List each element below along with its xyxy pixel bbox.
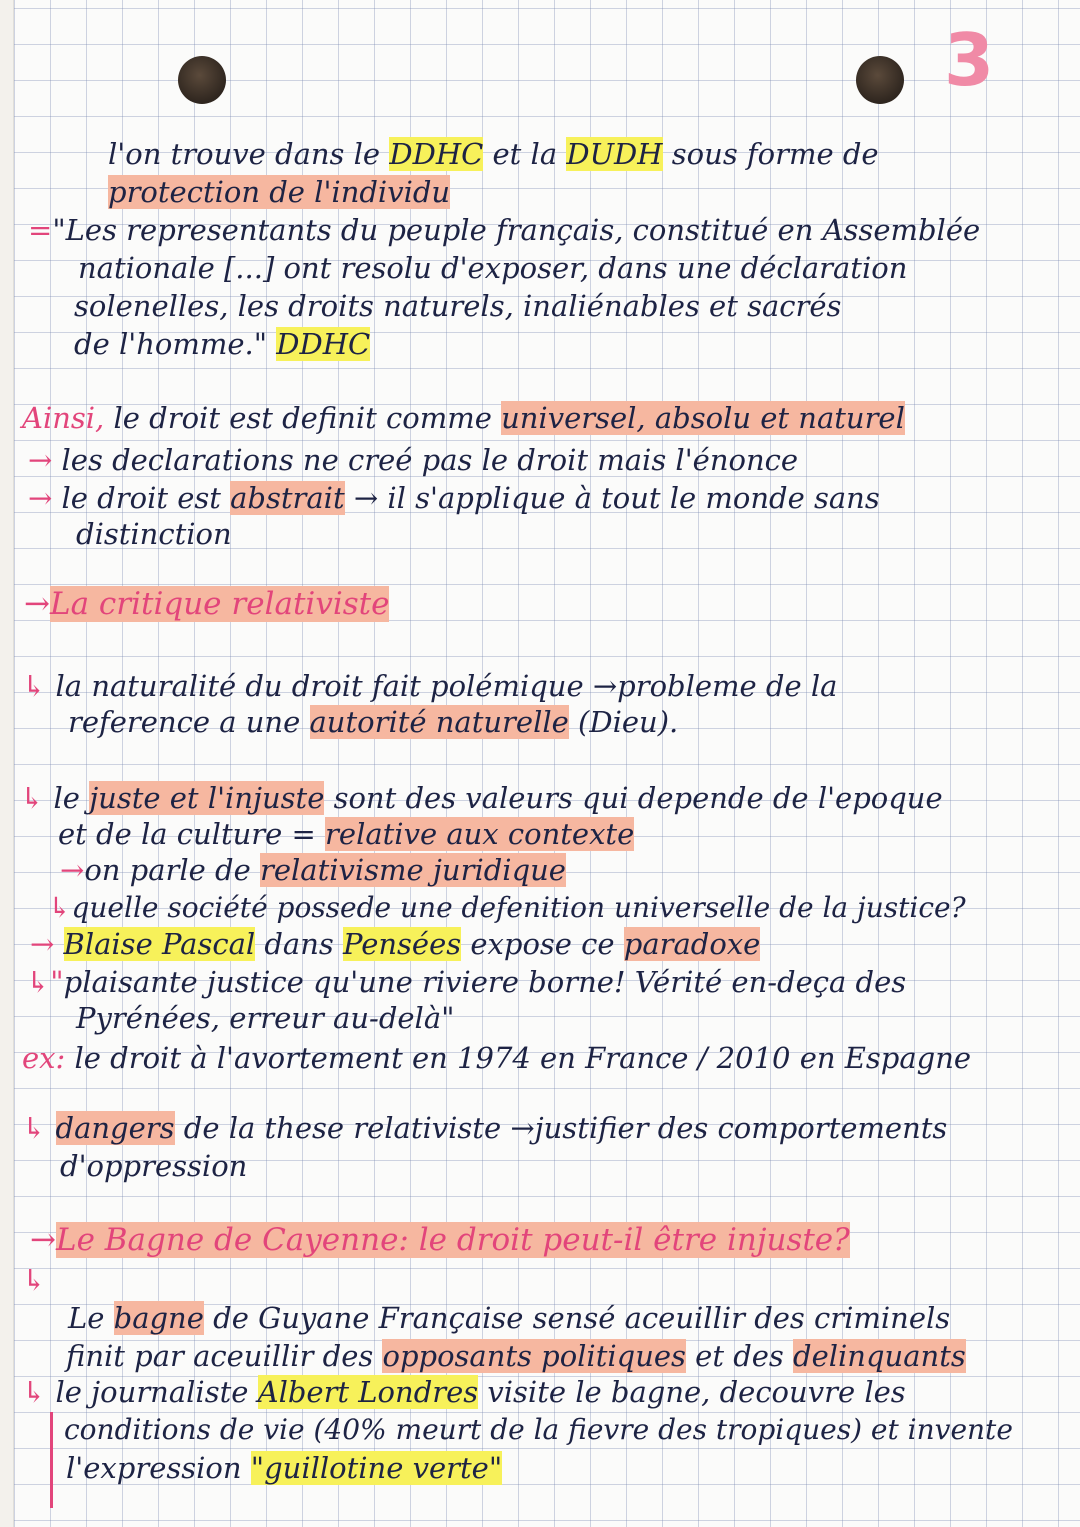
text: le droit est bbox=[61, 481, 231, 515]
text: quelle société possede une defenition universelle de la justice? bbox=[71, 891, 966, 924]
text: sont des valeurs qui depende de l'epoque bbox=[324, 781, 943, 815]
text: plaisante justice qu'une riviere borne! Vérité en-deça des bbox=[63, 965, 907, 999]
highlight-protection: protection de l'individu bbox=[108, 175, 451, 209]
text: et des bbox=[685, 1339, 794, 1373]
arrow-icon: → bbox=[24, 586, 50, 622]
highlight-guillotine: "guillotine verte" bbox=[250, 1451, 503, 1485]
highlight-relative: relative aux contexte bbox=[325, 817, 635, 851]
note-line-19: Pyrénées, erreur au-delà" bbox=[76, 1001, 455, 1035]
highlight-delinquants: delinquants bbox=[793, 1339, 966, 1373]
text: reference a une bbox=[68, 705, 310, 739]
highlight-autorite: autorité naturelle bbox=[309, 705, 569, 739]
highlight-pascal: Blaise Pascal bbox=[63, 927, 256, 961]
highlight-londres: Albert Londres bbox=[257, 1375, 479, 1409]
text: et de la culture = bbox=[58, 817, 326, 851]
note-line-24 bbox=[66, 1338, 966, 1374]
text: Le bbox=[68, 1301, 114, 1335]
highlight-bagne: bagne bbox=[113, 1301, 204, 1335]
text: (Dieu). bbox=[568, 705, 679, 739]
text: le journaliste bbox=[55, 1375, 258, 1409]
note-line-27 bbox=[66, 1450, 502, 1486]
text: on parle de bbox=[84, 853, 260, 887]
note-line-23 bbox=[68, 1300, 950, 1336]
arrow-icon: → bbox=[30, 1222, 56, 1258]
text: l'on trouve dans le bbox=[108, 137, 390, 171]
note-line-15 bbox=[60, 852, 566, 888]
note-line-11 bbox=[22, 668, 837, 704]
note-line-26: conditions de vie (40% meurt de la fievre des tropiques) et invente bbox=[64, 1413, 1013, 1446]
note-line-22: d'oppression bbox=[60, 1149, 248, 1183]
note-line-3 bbox=[28, 212, 980, 248]
note-line-21 bbox=[22, 1110, 947, 1146]
ainsi-label: Ainsi, bbox=[22, 401, 105, 435]
note-line-6 bbox=[74, 326, 370, 362]
text: sous forme de bbox=[662, 137, 879, 171]
heading-bagne-arrow bbox=[22, 1262, 46, 1298]
note-line-12 bbox=[68, 704, 678, 740]
note-line-7 bbox=[22, 400, 905, 436]
note-line-25 bbox=[22, 1374, 906, 1410]
highlight-universel: universel, absolu et naturel bbox=[501, 401, 905, 435]
note-line-9 bbox=[28, 480, 880, 516]
margin-bar bbox=[50, 1412, 53, 1508]
heading-relativist bbox=[24, 586, 389, 622]
note-line-5: solenelles, les droits naturels, inaliénables et sacrés bbox=[74, 289, 842, 323]
curved-arrow-icon: ↳" bbox=[26, 965, 64, 999]
text: le bbox=[53, 781, 90, 815]
arrow-icon: → bbox=[30, 927, 55, 961]
punch-hole-left bbox=[178, 56, 226, 104]
curved-arrow-icon: ↳ bbox=[22, 669, 47, 703]
text: de la these relativiste →justifier des comportements bbox=[174, 1111, 948, 1145]
heading-text: La critique relativiste bbox=[49, 586, 390, 622]
note-line-8 bbox=[28, 442, 798, 478]
curved-arrow-icon: ↳ bbox=[20, 781, 45, 815]
highlight-ddhc: DDHC bbox=[389, 137, 484, 171]
curved-arrow-icon: ↳ bbox=[48, 891, 72, 924]
text: l'expression bbox=[66, 1451, 251, 1485]
text: visite le bagne, decouvre les bbox=[478, 1375, 906, 1409]
highlight-juste: juste et l'injuste bbox=[89, 781, 325, 815]
note-line-20 bbox=[22, 1040, 971, 1076]
text: de l'homme." bbox=[74, 327, 277, 361]
note-line-2 bbox=[108, 174, 450, 210]
example-label: ex: bbox=[22, 1041, 66, 1075]
arrow-icon: → bbox=[28, 481, 53, 515]
heading-text: Le Bagne de Cayenne: le droit peut-il être injuste? bbox=[55, 1222, 850, 1258]
arrow-icon: → bbox=[28, 443, 53, 477]
highlight-relativisme: relativisme juridique bbox=[259, 853, 566, 887]
note-line-17 bbox=[30, 926, 760, 962]
text: → il s'applique à tout le monde sans bbox=[344, 481, 880, 515]
note-line-18 bbox=[26, 964, 906, 1000]
arrow-icon: → bbox=[60, 853, 85, 887]
text: expose ce bbox=[461, 927, 624, 961]
highlight-pensees: Pensées bbox=[343, 927, 462, 961]
highlight-dudh: DUDH bbox=[566, 137, 663, 171]
text: finit par aceuillir des bbox=[66, 1339, 383, 1373]
highlight-ddhc: DDHC bbox=[276, 327, 371, 361]
curved-arrow-icon: ↳ bbox=[22, 1375, 47, 1409]
text: dans bbox=[255, 927, 343, 961]
highlight-abstrait: abstrait bbox=[230, 481, 345, 515]
text: de Guyane Française sensé aceuillir des criminels bbox=[203, 1301, 951, 1335]
punch-hole-right bbox=[856, 56, 904, 104]
curved-arrow-icon: ↳ bbox=[22, 1263, 47, 1297]
curved-arrow-icon: ↳ bbox=[22, 1111, 47, 1145]
text: et la bbox=[483, 137, 567, 171]
highlight-paradoxe: paradoxe bbox=[623, 927, 761, 961]
page-number: 3 bbox=[944, 18, 995, 102]
note-line-4: nationale [...] ont resolu d'exposer, dans une déclaration bbox=[78, 251, 908, 285]
note-line-16 bbox=[48, 890, 966, 926]
text: "Les representants du peuple français, constitué en Assemblée bbox=[52, 213, 981, 247]
heading-bagne bbox=[30, 1222, 850, 1258]
text: le droit à l'avortement en 1974 en France / 2010 en Espagne bbox=[65, 1041, 972, 1075]
note-line-1 bbox=[108, 136, 879, 172]
note-line-10: distinction bbox=[76, 517, 232, 551]
note-line-14 bbox=[58, 816, 634, 852]
equals-mark: = bbox=[28, 213, 53, 247]
highlight-opposants: opposants politiques bbox=[382, 1339, 686, 1373]
text: la naturalité du droit fait polémique →probleme de la bbox=[55, 669, 838, 703]
note-line-13 bbox=[20, 780, 943, 816]
text: les declarations ne creé pas le droit mais l'énonce bbox=[61, 443, 799, 477]
text: le droit est definit comme bbox=[104, 401, 502, 435]
highlight-dangers: dangers bbox=[55, 1111, 175, 1145]
